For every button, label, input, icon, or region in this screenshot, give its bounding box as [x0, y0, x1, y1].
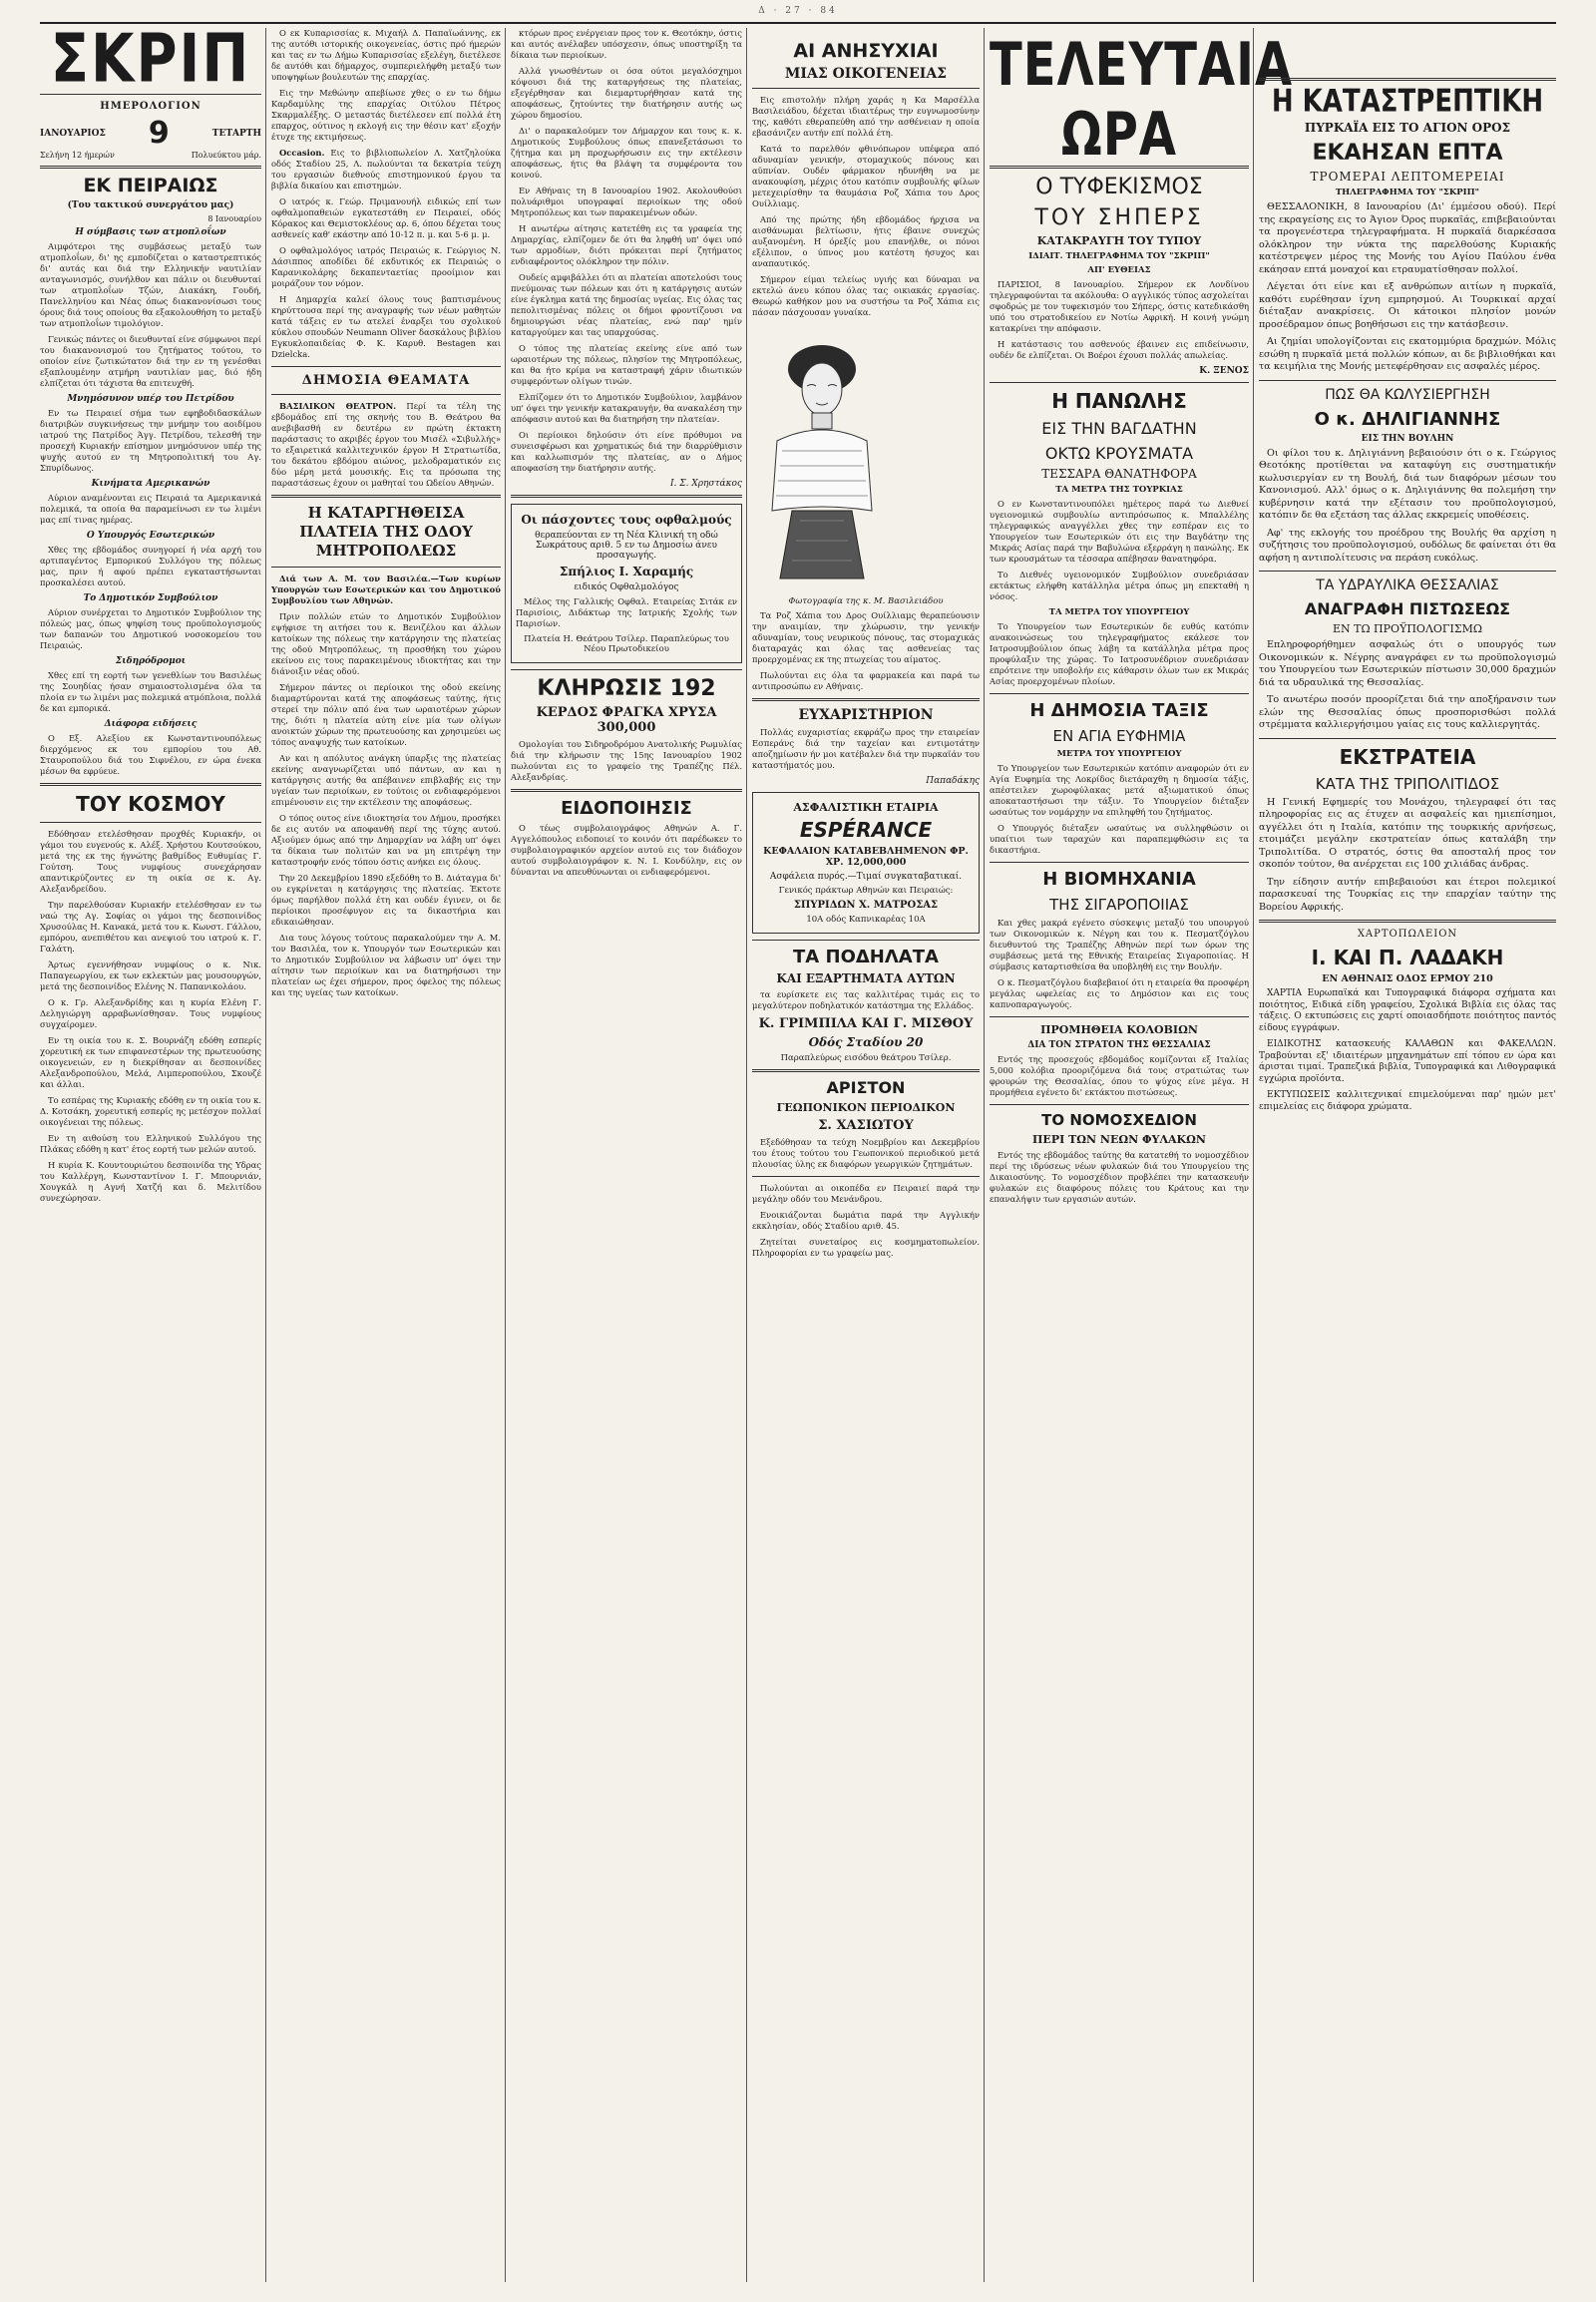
- top-rule: [40, 22, 1556, 24]
- article-text: Περί τα τέλη της εβδομάδος επί της σκηνής του Β. Θεάτρου θα ανεβιβασθή εν δευτέρω εν πρώτη έκτακτη παράστασις το ακριβές έργον του Μισέλ «Σιβυλλής» το εξαιρετικά καλλιτεχνικόν έργον Η Στρατιωτίδα, του δεκάτου εβδόμου αιώνος, μελοδραματικόν εις δύο μέρη μετά μουσικής. Εις τα πρόσωπα της παραστάσεως έχουν οι μαθηταί του Ωδείου Αθηνών.: [271, 401, 501, 488]
- column-6: [1259, 28, 1556, 1118]
- article-text: Αν και η απόλυτος ανάγκη ύπαρξις της πλατείας εκείνης αναγνωρίζεται υπό πάντων, αν και η κατάργησις αυτής θα απέβαινεν επιβλαβής εις την υγείαν των περιοίκων, εν τούτοις οι ενδιαφερόμενοι επιμένουσιν εις την εκτέλεσιν της αποφάσεως.: [271, 753, 501, 807]
- article-text: Επληροφορήθημεν ασφαλώς ότι ο υπουργός των Οικονομικών κ. Νέγρης αναγράφει εν τω προϋπολογισμώ του Υπουργείου των Εσωτερικών πίστωσιν 30,000 δραχμών διά τα υδραυλικά της Θεσσαλίας.: [1259, 639, 1556, 688]
- ad-insurance: [752, 792, 980, 934]
- article-title: ΟΚΤΩ ΚΡΟΥΣΜΑΤΑ: [1044, 444, 1194, 463]
- article-text: Εν τω Πειραιεί σήμα των εφηβοδιδασκάλων διατριβών συγκινήσεως την μνήμην του αοιδίμου ιατρού της Πατρίδος Άγγ. Πετρίδου, τελεσθή την προσεχή Κυριακήν επίσημον μνημόσυνον υπέρ της ψυχής αυτού εν τη Μητροπολιτική του Αγ. Σπυρίδωνος.: [40, 408, 261, 473]
- theatre-heading: ΒΑΣΙΛΙΚΟΝ ΘΕΑΤΡΟΝ.: [279, 401, 397, 411]
- article-subtitle: ΜΕΤΡΑ ΤΟΥ ΥΠΟΥΡΓΕΙΟΥ: [1056, 749, 1182, 759]
- column-5: [990, 28, 1294, 1210]
- article-text: Άρτως εγεννήθησαν νυμφίους ο κ. Νικ. Παπαγεωργίου, εκ των εκλεκτών μας μουσουργών, μετά της δεσποινίδος Ελένης Ν. Παπανικολάου.: [40, 959, 261, 991]
- column-divider: [505, 28, 506, 2282]
- article-text: Ο τόπος ουτος είνε ιδιοκτησία του Δήμου, προσήκει δε εις αυτόν να αποφανθή περί της τύχης αυτού. Αξιούμεν όμως από την Δημαρχίαν να λάβη υπ' όψει τα δίκαια των πολιτών και να μη επιτρέψη την καταστροφήν ενός τόπου όστις ανήκει εις όλους.: [271, 813, 501, 867]
- article-title: ΤΟΥ ΣΗΠΕΡΣ: [1034, 205, 1204, 230]
- article-text: Αύριον αναμένονται εις Πειραιά τα Αμερικανικά πολεμικά, τα οποία θα παραμείνωσι εν τω λιμένι μας επί τινας ημέρας.: [40, 493, 261, 525]
- classified-text: Ζητείται συνεταίρος εις κοσμηματοπωλείον. Πληροφορίαι εν τω γραφείω μας.: [752, 1237, 980, 1258]
- article-text: Ο ιατρός κ. Γεώρ. Πριμανουήλ ειδικώς επί των οφθαλμοπαθειών εγκατεστάθη εν Πειραιεί, οδός Κόρακος και Θεμιστοκλέους αρ. 6, όπου δέχεται τους ασθενείς καθ' εκάστην από 10-12 π. μ. και 5-6 μ. μ.: [271, 196, 501, 239]
- article-text: Ο τόπος της πλατείας εκείνης είνε από των ωραιοτέρων της πόλεως, πλησίον της Μητροπόλεως, και θα ήτο κρίμα να καταστραφή χάριν ιδιωτικών συμφερόντων ολίγων τινών.: [511, 343, 742, 386]
- article-text: Τα Ροζ Χάπια του Δρος Ουίλλιαμς θεραπεύουσιν την αναιμίαν, την χλώρωσιν, την γενικήν αδυναμίαν, τους νευρικούς πόνους, τας στομαχικάς διαταραχάς και όλας τας ασθενείας τας προερχομένας εκ της πτωχείας του αίματος.: [752, 610, 980, 664]
- ad-name: Σ. ΧΑΣΙΩΤΟΥ: [818, 1118, 914, 1133]
- article-text: Σήμερον πάντες οι περίοικοι της οδού εκείνης διαμαρτύρονται κατά της αποφάσεως ταύτης, ήτις στερεί την πόλιν από ένα των ωραιοτέρων χώρων της, διότι η πλατεία αύτη είνε μία των ολίγων ανοικτών χώρων της πρωτευούσης και χρησιμεύει ως τόπος αναψυχής των κατοίκων.: [271, 682, 501, 747]
- article-text: Εντός της εβδομάδος ταύτης θα κατατεθή το νομοσχέδιον περί της ιδρύσεως νέων φυλακών διά του Υπουργείου της Δικαιοσύνης. Το νομοσχέδιον προβλέπει την κατασκευήν φυλακών εις διαφόρους πόλεις του Κράτους και την επαναλήψιν των εργασιών αυτών.: [990, 1150, 1249, 1204]
- shop-text: ΕΚΤΥΠΩΣΕΙΣ καλλιτεχνικαί επιμελούμεναι παρ' ημών μετ' επιμελείας εις διάφορα χρώματα.: [1259, 1090, 1556, 1112]
- article-title: Η ΠΑΝΩΛΗΣ: [1051, 389, 1187, 413]
- article-text: Εν τη αιθούση του Ελληνικού Συλλόγου της Πλάκας εδόθη η κατ' έτος εορτή των μελών αυτού.: [40, 1133, 261, 1154]
- lottery-title: ΚΛΗΡΩΣΙΣ 192: [537, 676, 716, 701]
- thanks-text: Πολλάς ευχαριστίας εκφράζω προς την εταιρείαν Εσπεράνς διά την ταχείαν και εντιμοτάτην αποζημίωσιν ήν μοι κατέβαλεν διά την πυρκαϊάν του καταστήματός μου.: [752, 727, 980, 770]
- signature: Ι. Σ. Χρηστάκος: [669, 479, 742, 489]
- article-text: Το Υπουργείον των Εσωτερικών κατόπιν αναφορών ότι εν Αγία Ευφημία της Λοκρίδος διετάραχθη η δημοσία τάξις, απέστειλεν χωροφύλακας μετά αξιωματικού όπως αποκαταστήσωσι την τάξιν. Το Υπουργείον διέταξεν ωσαύτως τον νομάρχην να επιληφθή του ζητήματος.: [990, 763, 1249, 817]
- article-text: Σήμερον είμαι τελείως υγιής και δύναμαι να εκτελώ άνευ κόπου όλας τας οικιακάς εργασίας. Θεωρώ καθήκον μου να συστήσω τα Ροζ Χάπια εις πάσαν πάσχουσαν γυναίκα.: [752, 274, 980, 317]
- dateline: [40, 116, 261, 151]
- masthead: ΣΚΡΙΠ: [50, 20, 251, 99]
- column-4: [752, 28, 980, 1264]
- signature: Κ. ΞΕΝΟΣ: [1199, 366, 1249, 376]
- ad-detail: Μέλος της Γαλλικής Οφθαλ. Εταιρείας Σιτάκ εν Παρισίοις, Διδάκτωρ της Ιατρικής Σχολής των Παρισίων.: [516, 596, 737, 628]
- article-subtitle: ΕΝ ΤΩ ΠΡΟΫΠΟΛΟΓΙΣΜΩ: [1332, 622, 1483, 635]
- notices-title: ΕΙΔΟΠΟΙΗΣΙΣ: [561, 798, 692, 819]
- month: ΙΑΝΟΥΑΡΙΟΣ: [40, 128, 106, 139]
- article-text: Αφ' της εκλογής του προέδρου της Βουλής θα αρχίση η συζήτησις του προϋπολογισμού, ουδόλως δε φαίνεται ότι θα αφήση η αντιπολίτευσις να περάση ευκόλως.: [1259, 527, 1556, 564]
- article-title: ΤΑ ΥΔΡΑΥΛΙΚΑ ΘΕΣΣΑΛΙΑΣ: [1316, 577, 1499, 593]
- ad-text: θεραπεύονται εν τη Νέα Κλινική τη οδώ Σωκράτους αριθ. 5 εν τω Δημοσίω άνευ προσαγωγής.: [535, 531, 718, 561]
- page-top-mark: Δ · 27 · 84: [758, 6, 838, 16]
- column-divider: [984, 28, 985, 2282]
- article-title: ΠΥΡΚΑΪΑ ΕΙΣ ΤΟ ΑΓΙΟΝ ΟΡΟΣ: [1304, 121, 1511, 135]
- article-text: Οι φίλοι του κ. Δηλιγιάννη βεβαιούσιν ότι ο κ. Γεώργιος Θεοτόκης προτίθεται να καταφύγη εις συστηματικήν κωλυσιεργίαν εν τη Βουλή, διά των διαφόρων μέσων του Κανονισμού. Αλλ' όμως ο κ. Δηλιγιάννης θα πολεμήση την κυβέρνησιν κατά την εξέτασιν του προϋπολογισμού, κατόπιν δε θα εξετάση τας άλλας εκκρεμείς υποθέσεις.: [1259, 447, 1556, 521]
- article-title: Ο κ. ΔΗΛΙΓΙΑΝΝΗΣ: [1314, 408, 1501, 430]
- article-text: Ουδείς αμφιβάλλει ότι αι πλατείαι αποτελούσι τους πνεύμονας των πόλεων και ότι η κατάργησις αυτών είνε έγκλημα κατά της δημοσίας υγείας. Εις όλας τας πεπολιτισμένας πόλεις οι δήμοι φροντίζουσι να δημιουργώσι νέας πλατείας, ενώ παρ' ημίν καταργούμεν και τας υπαρχούσας.: [511, 272, 742, 337]
- article-text: Το ανωτέρω ποσόν προορίζεται διά την αποξήρανσιν των ελών της Θεσσαλίας όπως προσπορισθώσι πολλά στρέμματα καλλιεργήσιμου γαίας εις τους καλλιεργητάς.: [1259, 694, 1556, 730]
- article-text: Αιμφότεροι της συμβάσεως μεταξύ των ατμοπλοΐων, δι' ης εμποδίζεται ο καταστρεπτικός δι' αυτάς και διά την Ελληνικήν ναυτιλίαν ανταγωνισμός, συνήλθον και πάλιν οι διευθυνταί των ατμοπλοΐων Τζών, Διακάκη, Γουδή, Πανελληνίου και Νέας όπως διακανονίσωσι τους όρους διά τους οποίους θα εξακολουθήση το μεταξύ των ατμοπλοΐων τιμολόγιον.: [40, 241, 261, 328]
- article-subtitle: ΤΑ ΜΕΤΡΑ ΤΗΣ ΤΟΥΡΚΙΑΣ: [1055, 485, 1183, 495]
- article-subtitle: ΤΗΛΕΓΡΑΦΗΜΑ ΤΟΥ "ΣΚΡΙΠ": [1335, 188, 1480, 197]
- article-text: Ο κ. Πεσματζόγλου διαβεβαιοί ότι η εταιρεία θα προσφέρη μεγάλας ωφελείας εις το Δημόσιον και εις τους καπνοπαραγωγούς.: [990, 977, 1249, 1009]
- ad-title: Οι πάσχοντες τους οφθαλμούς: [521, 513, 732, 527]
- article-title: ΕΚΑΗΣΑΝ ΕΠΤΑ: [1312, 141, 1503, 166]
- article-text: Η Δημαρχία καλεί όλους τους βαπτισμένους κηρύττουσα περί της αναγραφής των νέων μαθητών κατά τάξεις εν τω ατελεί έναρξει του σχολικού κύκλου σπουδών Neumann Oliver δασκάλους βιβλίου Εγκυκλοπαιδείας Φ. Κ. Καρυθ. Bestagen και Dzielcka.: [271, 294, 501, 359]
- article-heading: Μνημόσυνον υπέρ του Πετρίδου: [67, 394, 234, 404]
- article-subtitle: ΙΔΙΑΙΤ. ΤΗΛΕΓΡΑΦΗΜΑ ΤΟΥ "ΣΚΡΙΠ": [1028, 251, 1210, 261]
- shop-text: ΕΙΔΙΚΟΤΗΣ κατασκευής ΚΑΛΑΘΩΝ και ΦΑΚΕΛΛΩΝ. Τραβούνται εξ' ιδιαιτέρων μηχανημάτων επί τόπου εν ώρα και άρισται τιμαί. Τραπεζικά βιβλία, Τυπογραφικά και Λιθογραφικά εγχώρια προϊόντα.: [1259, 1039, 1556, 1084]
- photo-caption: Φωτογραφία της κ. Μ. Βασιλειάδου: [788, 596, 944, 606]
- weekday: ΤΕΤΑΡΤΗ: [211, 128, 261, 139]
- article-text: Η κυρία Κ. Κουντουριώτου δεσποινίδα της Υδρας του Καλλέργη, Κωνσταντίνον Ι. Γ. Μπουρνιάν, Χουγκάλ η Αγνή Χατζή και δ. Μελιτίδου συνεχώρησαν.: [40, 1160, 261, 1203]
- article-title: ΕΚΣΤΡΑΤΕΙΑ: [1339, 744, 1476, 769]
- shop-label: ΧΑΡΤΟΠΩΛΕΙΟΝ: [1357, 929, 1458, 940]
- article-text: Κατά το παρελθόν φθινόπωρον υπέφερα από αδυναμίαν γενικήν, στομαχικούς πόνους και αϋπνίαν. Ουδέν φάρμακον ηδυνήθη να με ανακουφίση, μέχρις ότου κατόπιν συμβουλής φίλων μετεχειρίσθην τα θαυμάσια Ροζ Χάπια του Δρος Ουίλλιαμς.: [752, 144, 980, 208]
- article-text: Το Διεθνές υγειονομικόν Συμβούλιον συνεδριάσαν εκτάκτως ελήφθη κατάλληλα μέτρα όπως μη επεκταθή η νόσος.: [990, 570, 1249, 601]
- article-text: Την είδησιν αυτήν επιβεβαιούσι και έτεροι πολεμικοί παρασκευαί της Τουρκίας εις την επαρχίαν ταύτην της Βορείου Αφρικής.: [1259, 876, 1556, 913]
- ad-note: Παραπλεύρως εισόδου θεάτρου Τσίλερ.: [780, 1053, 952, 1063]
- shop-text: ΧΑΡΤΙΑ Ευρωπαϊκά και Τυπογραφικά διάφορα σχήματα και ποιότητος, Ειδικά είδη γραφείου, Σχολικά Βιβλία εις όλας τας τάξεις. Ο εκτυπώσεις εις χαρτί οποιασδήποτε ποιότητος παντός είδους εγγράφων.: [1259, 988, 1556, 1033]
- article-heading: Διάφορα ειδήσεις: [104, 719, 198, 729]
- article-text: Η Γενική Εφημερίς του Μονάχου, τηλεγραφεί ότι τας πληροφορίας εις ας έτυχεν αι ασφαλείς και ημιεπίσημοι, αγγέλλει ότι η Ιταλία, κατόπιν της τουρκικής αρνήσεως, ετοιμάζει μεγάλην εκστρατείαν όπως καταλάβη την Τριπολιτίδα. Ο στρατός, όστις θα αποσταλή προς τον σκοπόν τούτον, θα ανέρχεται εις 100 χιλιάδας άνδρας.: [1259, 796, 1556, 870]
- article-subtitle: ΠΕΡΙ ΤΩΝ ΝΕΩΝ ΦΥΛΑΚΩΝ: [1032, 1133, 1206, 1146]
- article-text: Χθες επί τη εορτή των γενεθλίων του Βασιλέως της Σουηδίας ήσαν σημαιοστολισμένα όλα τα πλοία εν τω λιμένι μας πολεμικά ατμόπλοια, πολλά δε και εμπορικά.: [40, 670, 261, 713]
- article-text: Δια τους λόγους τούτους παρακαλούμεν την Α. Μ. τον Βασιλέα, τον κ. Υπουργόν των Εσωτερικών και το Δημοτικόν Συμβούλιον να λάβωσιν υπ' όψει την αίτησιν των περιοίκων και να διατηρήσωσι την πλατείαν ως έχει σήμερον, προς όφελος της πόλεως και της υγείας των κατοίκων.: [271, 933, 501, 997]
- article-heading: Ο Υπουργός Εσωτερικών: [86, 531, 215, 541]
- ad-address: Οδός Σταδίου 20: [808, 1035, 924, 1049]
- article-title: ΕΙΣ ΤΗΝ ΒΑΓΔΑΤΗΝ: [1041, 419, 1197, 438]
- section-date: 8 Ιανουαρίου: [207, 214, 261, 223]
- article-subtitle: ΕΙΣ ΤΗΝ ΒΟΥΛΗΝ: [1361, 433, 1454, 444]
- article-text: Εν Αθήναις τη 8 Ιανουαρίου 1902. Ακολουθούσι πολυάριθμοι υπογραφαί περιοίκων της οδού Μητροπόλεως και των παρακειμένων οδών.: [511, 186, 742, 217]
- ad-role: ειδικός Οφθαλμολόγος: [574, 582, 679, 592]
- shop-name: Ι. ΚΑΙ Π. ΛΑΔΑΚΗ: [1311, 946, 1504, 969]
- day-number: 9: [148, 116, 170, 151]
- article-text: Την 20 Δεκεμβρίου 1890 εξεδόθη το Β. Διάταγμα δι' ου εγκρίνεται η κατάργησις της πλατείας. Έκτοτε όμως παρήλθον πολλά έτη και ουδέν έγινεν, οι δε περίοικοι προσέφυγον εις τα δικαστήρια και εδικαιώθησαν.: [271, 873, 501, 927]
- article-text: Χθες της εβδομάδος συνηγορεί ή νέα αρχή του αρτιπαγέντος Εμπορικού Συλλόγου της πόλεως μας, πριν ή αφού πρέπει εγκαταστήσωνται προσκαλέσει αυτού.: [40, 545, 261, 587]
- ad-text: Εξεδόθησαν τα τεύχη Νοεμβρίου και Δεκεμβρίου του έτους τούτου του Γεωπονικού περιοδικού μετά πλουσίας ύλης εκ διαφόρων γεωργικών ζητημάτων.: [752, 1137, 980, 1169]
- ad-title: ΤΑ ΠΟΔΗΛΑΤΑ: [793, 947, 939, 967]
- section-title: Η ΚΑΤΑΡΓΗΘΕΙΣΑ ΠΛΑΤΕΙΑ ΤΗΣ ΟΔΟΥ ΜΗΤΡΟΠΟΛΕΩΣ: [299, 504, 473, 560]
- section-title: ΕΚ ΠΕΙΡΑΙΩΣ: [83, 175, 218, 196]
- article-text: Εις επιστολήν πλήρη χαράς η Κα Μαρσέλλα Βασιλειάδου, δέχεται ιδιαιτέρως την ευγνωμοσύνην της, καθότι εθεραπεύθη από την ασθένειαν η οποία εβασάνιζεν αυτήν επί πολλά έτη.: [752, 95, 980, 138]
- article-title: Η ΒΙΟΜΗΧΑΝΙΑ: [1042, 869, 1196, 890]
- column-divider: [746, 28, 747, 2282]
- article-title: ΠΡΟΜΗΘΕΙΑ ΚΟΛΟΒΙΩΝ: [1040, 1023, 1198, 1036]
- article-subtitle: ΔΙΑ ΤΟΝ ΣΤΡΑΤΟΝ ΤΗΣ ΘΕΣΣΑΛΙΑΣ: [1027, 1040, 1211, 1050]
- section-title: ΔΗΜΟΣΙΑ ΘΕΑΜΑΤΑ: [301, 373, 471, 388]
- article-text: Εντός της προσεχούς εβδομάδος κομίζονται εξ Ιταλίας 5,000 κολόβια προοριζόμενα διά τους στρατιώτας των φρουρών της Θεσσαλίας, όπου το ψύχος είνε μέγα. Η προμήθεια εγένετο δι' εκτάκτου πιστώσεως.: [990, 1054, 1249, 1097]
- article-text: Αύριον συνέρχεται το Δημοτικόν Συμβούλιον της πόλεώς μας, όπως ψηφίση τους προϋπολογισμούς των δαπανών του Δημοτικού νοσοκομείου του Πειραιώς.: [40, 607, 261, 650]
- notices-text: Ο τέως συμβολαιογράφος Αθηνών Α. Γ. Αγγελόπουλος ειδοποιεί το κοινόν ότι παρέδωκεν το συμβολαιογραφικόν αρχείον αυτού εις τον διάδοχον αυτού συμβολαιογράφον κ. Ν. Ι. Κονδύλην, εις ον δύνανται να απευθύνωνται οι ενδιαφερόμενοι.: [511, 823, 742, 877]
- ad-capital: ΚΕΦΑΛΑΙΟΝ ΚΑΤΑΒΕΒΛΗΜΕΝΟΝ ΦΡ. ΧΡ. 12,000,000: [763, 846, 969, 868]
- article-title: Η ΔΗΜΟΣΙΑ ΤΑΞΙΣ: [1029, 700, 1209, 721]
- ad-agent-name: ΣΠΥΡΙΔΩΝ Χ. ΜΑΤΡΟΣΑΣ: [793, 900, 939, 911]
- article-text: Ο κ. Γρ. Αλεξανδρίδης και η κυρία Ελένη Γ. Δεληγιώργη αρραβωνίσθησαν. Τους νυμφίους συγχαίρομεν.: [40, 997, 261, 1029]
- lottery-text: Ομολογίαι του Σιδηροδρόμου Ανατολικής Ρωμυλίας διά την κλήρωσιν της 15ης Ιανουαρίου 1902 πωλούνται εις το γραφείο της Τραπέζης Πέλ. Αλεξανδρίας.: [511, 739, 742, 782]
- article-text: Λέγεται ότι είνε και εξ ανθρώπων αιτίων η πυρκαϊά, καθότι ευρέθησαν ίχνη εμπρησμού. Αι Τουρκικαί αρχαί διέταξαν ανακρίσεις. Οι κάτοικοι πλησίον μονών προσέδραμον όπως βοηθήσωσι εις την κατάσβεσιν.: [1259, 281, 1556, 330]
- article-text: Την παρελθούσαν Κυριακήν ετελέσθησαν εν τω ναώ της Αγ. Σοφίας οι γάμοι της δεσποινίδος Χρυσούλας Η. Κανακά, μετά του κ. Κωνστ. Γάλλου, εμπόρου, ανεπιθέτου και ανεψιού του ιατρού κ. Γ. Γαλάτη.: [40, 900, 261, 954]
- article-text: Εις την Μεθώνην απεβίωσε χθες ο εν τω δήμω Καρδαμύλης της επαρχίας Οιτύλου Πέτρος Σκαρμαλέξης. Ο μεταστάς διετέλεσεν επί πολλά έτη επαρχος, ούτινος η εκλογή εις την θέσιν κατ' εξοχήν έτυχε της εκτιμήσεως.: [271, 88, 501, 142]
- classified-text: Ενοικιάζονται δωμάτια παρά την Αγγλικήν εκκλησίαν, οδός Σταδίου αριθ. 45.: [752, 1210, 980, 1231]
- article-title: Η ΚΑΤΑΣΤΡΕΠΤΙΚΗ: [1271, 84, 1544, 120]
- ad-hours: Πλατεία Η. Θεάτρου Τσίλερ. Παραπλεύρως του Νέου Πρωτοδικείου: [524, 634, 729, 654]
- banner-title: ΤΕΛΕΥΤΑΙΑ ΩΡΑ: [990, 30, 1294, 170]
- classified-text: Πωλούνται αι οικοπέδα εν Πειραιεί παρά την μεγάλην οδόν του Μενάνδρου.: [752, 1183, 980, 1204]
- article-text: Η ανωτέρω αίτησις κατετέθη εις τα γραφεία της Δημαρχίας, ελπίζομεν δε ότι θα ληφθή υπ' όψει υπό των αρμοδίων, διότι πρόκειται περί ζητήματος ενδιαφέροντος ολόκληρον την πόλιν.: [511, 223, 742, 266]
- article-text: Ο οφθαλμολόγος ιατρός Πειραιώς κ. Γεώργιος Ν. Δάσιππος αποδίδει δέ εκδυτικός εκ Πειραιώς ο Καρανικολάρης δεκαπενταετίας προοίμιον και μοιράζουν τον νόμον.: [271, 245, 501, 288]
- article-text: Γενικώς πάντες οι διευθυνταί είνε σύμφωνοι περί του διακανονισμού του ζητήματος τούτου, το οποίον είνε ζωτικώτατον διά την εν τη γενέσθαι εξαπλουμένην ατμήρη ναυτιλίαν μας, διό ήδη ελπίζεται ότι τάχιστα θα επιτευχθή.: [40, 334, 261, 388]
- section-title: ΤΟΥ ΚΟΣΜΟΥ: [76, 792, 225, 816]
- article-text: Το Υπουργείον των Εσωτερικών δε ευθύς κατόπιν ανακοινώσεως του τηλεγραφήματος εκάλεσε τον Ιατροσυμβούλιον όπως λάβη τα κατάλληλα μέτρα προς προφύλαξιν της χώρας. Το Ιατροσυνέδριον συνεδριάσαν επρότεινε την υποβολήν εις κάθαρσιν όλων των εκ Μικράς Ασίας προερχομένων πλοίων.: [990, 621, 1249, 686]
- article-text: Εν τη οικία του κ. Σ. Βουρνάζη εδόθη εσπερίς χορευτική εκ των επιφανεστέρων της πρωτευούσης οικογενειών, εν η διεκρίθησαν αι δεσποινίδες Αλεξανδροπούλου, Μελά, Λιμπεροπούλου, Σκουζέ και άλλαι.: [40, 1035, 261, 1089]
- article-title: ΤΗΣ ΣΙΓΑΡΟΠΟΙΙΑΣ: [1049, 896, 1189, 914]
- moon-phase: Σελήνη 12 ήμερών: [40, 151, 115, 160]
- article-title: ΤΟ ΝΟΜΟΣΧΕΔΙΟΝ: [1041, 1111, 1197, 1129]
- article-text: ΘΕΣΣΑΛΟΝΙΚΗ, 8 Ιανουαρίου (Δι' έμμέσου οδού). Περί της εκραγείσης εις το Άγιον Όρος πυρκαϊάς, επιβεβαιούνται τα προγενέστερα τηλεγραφήματα. Η πυρκαϊά διαρκέσασα ολόκληρον την νύκτα της παρελθούσης Κυριακής κατέστρεψεν μέρος της Μονής του Αγίου Παύλου ένθα εκάησαν επτά μοναχοί και ετραυματίσθησαν πολλοί.: [1259, 201, 1556, 275]
- ad-title: ΑΡΙΣΤΟΝ: [826, 1078, 906, 1097]
- ad-agent-label: Γενικός πράκτωρ Αθηνών και Πειραιώς:: [778, 886, 954, 896]
- article-subtitle: ΚΑΤΑΚΡΑΥΓΗ ΤΟΥ ΤΥΠΟΥ: [1036, 234, 1202, 247]
- article-text: Οι περίοικοι δηλούσιν ότι είνε πρόθυμοι να συνεισφέρωσι και χρηματικώς διά την διαρρύθμισιν και καλλωπισμόν της πλατείας, αν ο Δήμος αποφασίση την διατήρησιν αυτής.: [511, 430, 742, 473]
- article-text: Δι' ο παρακαλούμεν τον Δήμαρχον και τους κ. κ. Δημοτικούς Συμβούλους όπως επανεξετάσωσι το ζήτημα και μη προχωρήσωσιν εις την εκτέλεσιν αποφάσεως, ήτις θα βλάψη τα συμφέροντα του κοινού.: [511, 126, 742, 180]
- article-text: Ελπίζομεν ότι το Δημοτικόν Συμβούλιον, λαμβάνον υπ' όψει την γενικήν κατακραυγήν, θα ανακαλέση την απόφασιν αυτού και θα διατηρήση την πλατείαν.: [511, 392, 742, 424]
- article-text: Αι ζημίαι υπολογίζονται εις εκατομμύρια δραχμών. Μόλις εσώθη η πυρκαϊά μετά πολλών κόπων, αι δε βιβλιοθήκαι και τα κειμήλια της Μονής μετεφέρθησαν εις ασφαλές μέρος.: [1259, 336, 1556, 372]
- ad-name: Σπήλιος Ι. Χαραμής: [559, 565, 694, 578]
- article-text: Από της πρώτης ήδη εβδομάδος ήρχισα να αισθάνωμαι βελτίωσιν, ήτις έβαινε συνεχώς αυξανομένη. Η όρεξίς μου επανήλθε, οι πόνοι εξέλιπον, ο ύπνος μου κατέστη ήσυχος και αναπαυτικός.: [752, 214, 980, 268]
- article-title: Ο ΤΥΦΕΚΙΣΜΟΣ: [1035, 175, 1203, 199]
- article-text: Εις το βιβλιοπωλείον Λ. Χατζηλούκα οδός Σταδίου 25, Λ. πωλούνται τα δεκατρία τεύχη του εργασιών διεθνούς επιστημονικού έργου τα βιβλία δικαίου και επιστημών.: [271, 148, 501, 191]
- article-heading: Κινήματα Αμερικανών: [91, 479, 210, 489]
- article-text: Εδόθησαν ετελέσθησαν προχθές Κυριακήν, οι γάμοι του ευγενούς κ. Αλέξ. Χρήστου Κουτσούκου, μετά της εκ της ήγνώτης βαθμίδος Ευθυμίας Γ. Γούτση. Τους νυμφίους συνεχάρησαν απαντικρύζοντες εν τη οικία σε κ. Αγ. Αλεξανδρείδου.: [40, 829, 261, 894]
- article-text: Πωλούνται εις όλα τα φαρμακεία και παρά τω αντιπροσώπω εν Αθήναις.: [752, 670, 980, 691]
- column-1: [40, 20, 261, 1209]
- ad-brand: ESPÉRANCE: [799, 818, 933, 842]
- article-text: κτόρων προς ενέργειαν προς τον κ. Θεοτόκην, όστις και αυτός ανέλαβεν υπόσχεσιν, όπως υποστηρίξη τα δίκαια των περιοίκων.: [511, 28, 742, 60]
- saint-of-day: Πολυεύκτου μάρ.: [191, 151, 261, 160]
- article-subtitle: Διά των Α. Μ. τον Βασιλέα.—Των κυρίων Υπουργών των Εσωτερικών και του Δημοτικού Συμβουλίου των Αθηνών.: [271, 574, 501, 605]
- article-text: Ο εκ Κυπαρισσίας κ. Μιχαήλ Δ. Παπαϊωάννης, εκ της αυτόθι ιστορικής οικογενείας, όστις πρό ήμερών και τας εν τω Δήμω Κυπαρισσίας εξελέγη, διετέλεσε δε αυτόθι και δήμαρχος, συμπεριελήφθη μεταξύ των υποψηφίων βουλευτών της επαρχίας.: [271, 28, 501, 82]
- article-subtitle: ΤΕΣΣΑΡΑ ΘΑΝΑΤΗΦΟΡΑ: [1041, 467, 1197, 481]
- article-text: Και χθες μακρά εγένετο σύσκεψις μεταξύ του υπουργού των Οικονομικών κ. Νέγρη και του κ. Πεσματζόγλου διευθυντού της Τραπέζης Αθηνών περί των όρων της συμβάσεως μετά της Εθνικής Εταιρείας Σιγαροποιίας. Η σύμβασις καταρτισθείσα θα υποβληθή εις την Βουλήν.: [990, 918, 1249, 971]
- article-text: Το εσπέρας της Κυριακής εδόθη εν τη οικία του κ. Δ. Κοτσάκη, χορευτική εσπερίς ης μετέσχον πολλαί οικογένειαι της πόλεως.: [40, 1095, 261, 1127]
- ad-shop-name: Κ. ΓΡΙΜΠΙΛΑ ΚΑΙ Γ. ΜΙΣΘΟΥ: [758, 1016, 974, 1031]
- article-subtitle: ΤΡΟΜΕΡΑΙ ΛΕΠΤΟΜΕΡΕΙΑΙ: [1310, 170, 1505, 184]
- ad-ophthalmologist: [511, 504, 742, 663]
- article-title: ΕΝ ΑΓΙΑ ΕΥΦΗΜΙΑ: [1052, 727, 1186, 745]
- article-text: Η κατάστασις του ασθενούς έβαινεν εις επιδείνωσιν, ουδέν δε ελπίζεται. Οι Βοέροι έχουσι πολλάς απωλείας.: [990, 339, 1249, 360]
- lottery-subtitle: ΚΕΡΔΟΣ ΦΡΑΓΚΑ ΧΡΥΣΑ 300,000: [536, 705, 717, 735]
- article-text: Ο Εξ. Αλεξίου εκ Κωνσταντινουπόλεως διερχόμενος εκ του εμπορίου του Αθ. Σταυροπούλου διά του Σιφνέλου, εν ώρα ένεκα μέσων θα εφρύευε.: [40, 733, 261, 776]
- thanks-signature: Παπαδάκης: [926, 776, 980, 786]
- article-heading: Το Δημοτικόν Συμβούλιον: [83, 593, 218, 603]
- occasion-title: Occasion.: [279, 148, 325, 158]
- article-title: ΜΙΑΣ ΟΙΚΟΓΕΝΕΙΑΣ: [784, 66, 948, 82]
- article-text: Αλλά γνωσθέντων οι όσα ούτοι μεγαλόσχημοι κόψουσι διά της καταργήσεως της πλατείας, εξεγέρθησαν και διεμαρτυρήθησαν κατά της αποφάσεως, ζητούντες την διατήρησιν αυτής ως χώρου δημοσίου.: [511, 66, 742, 120]
- section-subtitle: (Του τακτικού συνεργάτου μας): [67, 200, 234, 210]
- column-2: [271, 28, 501, 1003]
- article-text: Ο εν Κωνσταντινουπόλει ημέτερος παρά τω Διεθνεί υγειονομικώ συμβουλίω αντιπρόσωπος κ. Μπαλλέλης τηλεγραφικώς αναγγέλλει χθες την εσπέραν εις το Υπουργείον των Εσωτερικών ότι εις την Βαγδάτην της Μικράς Ασίας παρά την Βαβυλώνα εξερράγη η πανώλης. Εκ των κρουσμάτων τα τέσσαρα απέβησαν θανατηφόρα.: [990, 499, 1249, 564]
- article-title: ΠΩΣ ΘΑ ΚΩΛΥΣΙΕΡΓΗΣΗ: [1325, 386, 1490, 403]
- ad-subtitle: ΓΕΩΠΟΝΙΚΟΝ ΠΕΡΙΟΔΙΚΟΝ: [776, 1101, 956, 1114]
- column-3: [511, 28, 742, 883]
- calendar-title: ΗΜΕΡΟΛΟΓΙΟΝ: [100, 101, 201, 112]
- ad-subtitle: ΚΑΙ ΕΞΑΡΤΗΜΑΤΑ ΑΥΤΩΝ: [776, 971, 956, 985]
- article-subtitle: ΑΠ' ΕΥΘΕΙΑΣ: [1087, 265, 1151, 275]
- article-title: ΚΑΤΑ ΤΗΣ ΤΡΙΠΟΛΙΤΙΔΟΣ: [1315, 774, 1500, 793]
- ad-text: Ασφάλεια πυρός.—Τιμαί συγκαταβατικαί.: [769, 872, 963, 882]
- shop-address: ΕΝ ΑΘΗΝΑΙΣ ΟΔΟΣ ΕΡΜΟΥ 210: [1322, 973, 1493, 984]
- article-title: ΑΝΑΓΡΑΦΗ ΠΙΣΤΩΣΕΩΣ: [1304, 599, 1511, 618]
- ad-title: ΑΣΦΑΛΙΣΤΙΚΗ ΕΤΑΙΡΙΑ: [793, 801, 939, 814]
- article-heading: Η σύμβασις των ατμοπλοΐων: [75, 227, 226, 237]
- article-text: ΠΑΡΙΣΙΟΙ, 8 Ιανουαρίου. Σήμερον εκ Λονδίνου τηλεγραφούνται τα ακόλουθα: Ο αγγλικός τύπος ασχολείται σφοδρώς με τον τυφεκισμόν του Σήπερς, όστις κατεδικάσθη υπό του στρατοδικείου εν Νοτίω Αφρική. Η κοινή γνώμη κατακρίνει την απόφασιν.: [990, 279, 1249, 333]
- article-text: Ο Υπουργός διέταξεν ωσαύτως να συλληφθώσιν οι υπαίτιοι των ταραχών και παραπεμφθώσιν εις τα δικαστήρια.: [990, 823, 1249, 855]
- portrait-illustration: [752, 331, 892, 580]
- column-divider: [1253, 28, 1254, 2282]
- article-title: ΑΙ ΑΝΗΣΥΧΙΑΙ: [793, 40, 939, 62]
- article-subtitle: ΤΑ ΜΕΤΡΑ ΤΟΥ ΥΠΟΥΡΓΕΙΟΥ: [1048, 607, 1190, 617]
- article-text: Πριν πολλών ετών το Δημοτικόν Συμβούλιον εψήφισε τη αιτήσει του κ. Βενιζέλου και άλλων κατοίκων της πόλεως την κατάργησιν της πλατείας της οδού Μητροπόλεως, τη προσθήκη του χώρου εκείνου εις τους παρακειμένους ιδιοκτήτας και την διάνοιξιν νέας οδού.: [271, 611, 501, 676]
- thanks-title: ΕΥΧΑΡΙΣΤΗΡΙΟΝ: [798, 707, 934, 723]
- column-divider: [265, 28, 266, 2282]
- article-heading: Σιδηρόδρομοι: [115, 656, 187, 666]
- ad-text: τα ευρίσκετε εις τας καλλιτέρας τιμάς εις το μεγαλύτερον ποδηλατικόν κατάστημα της Ελλάδος.: [752, 989, 980, 1010]
- ad-address: 10Α οδός Καπνικαρέας 10Α: [806, 915, 926, 925]
